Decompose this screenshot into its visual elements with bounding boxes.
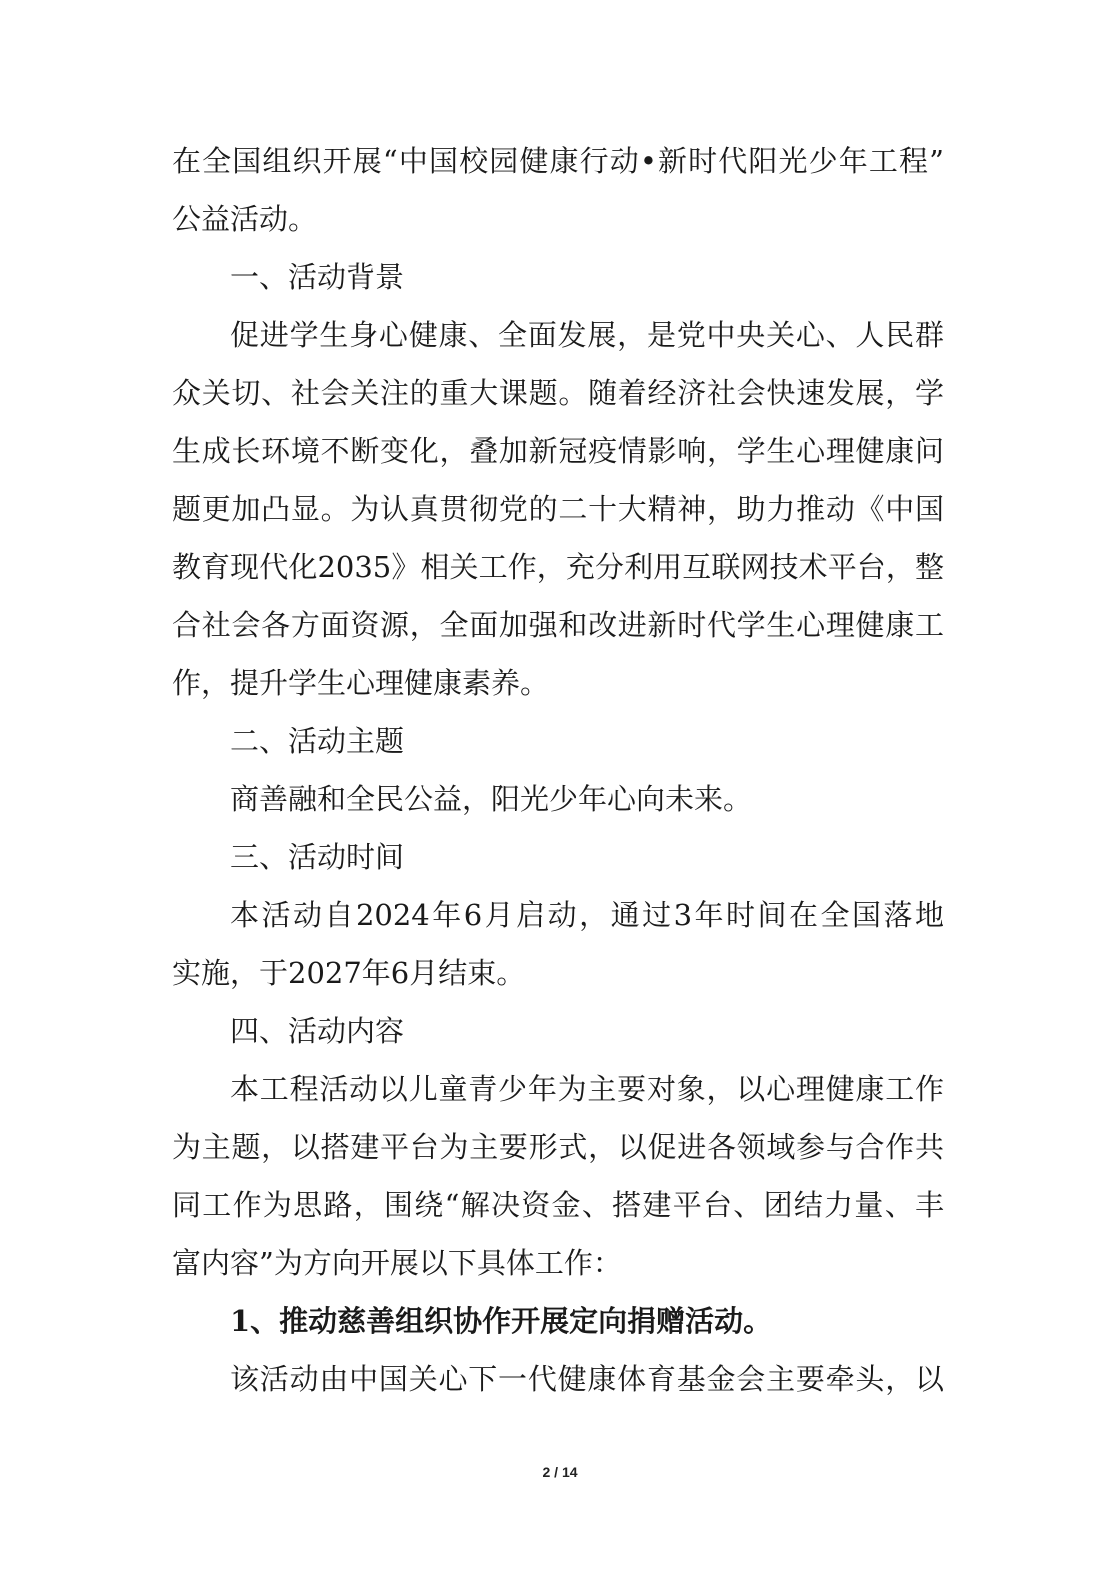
paragraph-line: 教育现代化2035》相关工作，充分利用互联网技术平台，整 [172,550,944,584]
section-heading-background: 一、活动背景 [230,260,405,294]
paragraph-line: 在全国组织开展“中国校园健康行动•新时代阳光少年工程” [172,144,944,178]
document-body [172,132,944,1408]
paragraph-line: 公益活动。 [172,202,318,236]
paragraph-line: 本活动自2024年6月启动，通过3年时间在全国落地 [230,898,944,932]
paragraph-line: 促进学生身心健康、全面发展，是党中央关心、人民群 [230,318,944,352]
paragraph-line: 作，提升学生心理健康素养。 [172,666,550,700]
paragraph-line: 本工程活动以儿童青少年为主要对象，以心理健康工作 [230,1072,944,1106]
paragraph-line: 商善融和全民公益，阳光少年心向未来。 [230,782,753,816]
paragraph-line: 同工作为思路，围绕“解决资金、搭建平台、团结力量、丰 [172,1188,944,1222]
paragraph-line: 众关切、社会关注的重大课题。随着经济社会快速发展，学 [172,376,944,410]
page-number: 2 / 14 [542,1464,578,1480]
section-heading-content: 四、活动内容 [230,1014,405,1048]
section-heading-theme: 二、活动主题 [230,724,405,758]
paragraph-line: 生成长环境不断变化，叠加新冠疫情影响，学生心理健康问 [172,434,944,468]
section-heading-time: 三、活动时间 [230,840,405,874]
paragraph-line: 题更加凸显。为认真贯彻党的二十大精神，助力推动《中国 [172,492,944,526]
paragraph-line: 合社会各方面资源，全面加强和改进新时代学生心理健康工 [172,608,944,642]
paragraph-line: 为主题，以搭建平台为主要形式，以促进各领域参与合作共 [172,1130,944,1164]
paragraph-line: 该活动由中国关心下一代健康体育基金会主要牵头，以 [230,1362,944,1396]
subsection-heading: 1、推动慈善组织协作开展定向捐赠活动。 [230,1304,773,1338]
paragraph-line: 实施，于2027年6月结束。 [172,956,526,990]
paragraph-line: 富内容”为方向开展以下具体工作： [172,1246,622,1280]
